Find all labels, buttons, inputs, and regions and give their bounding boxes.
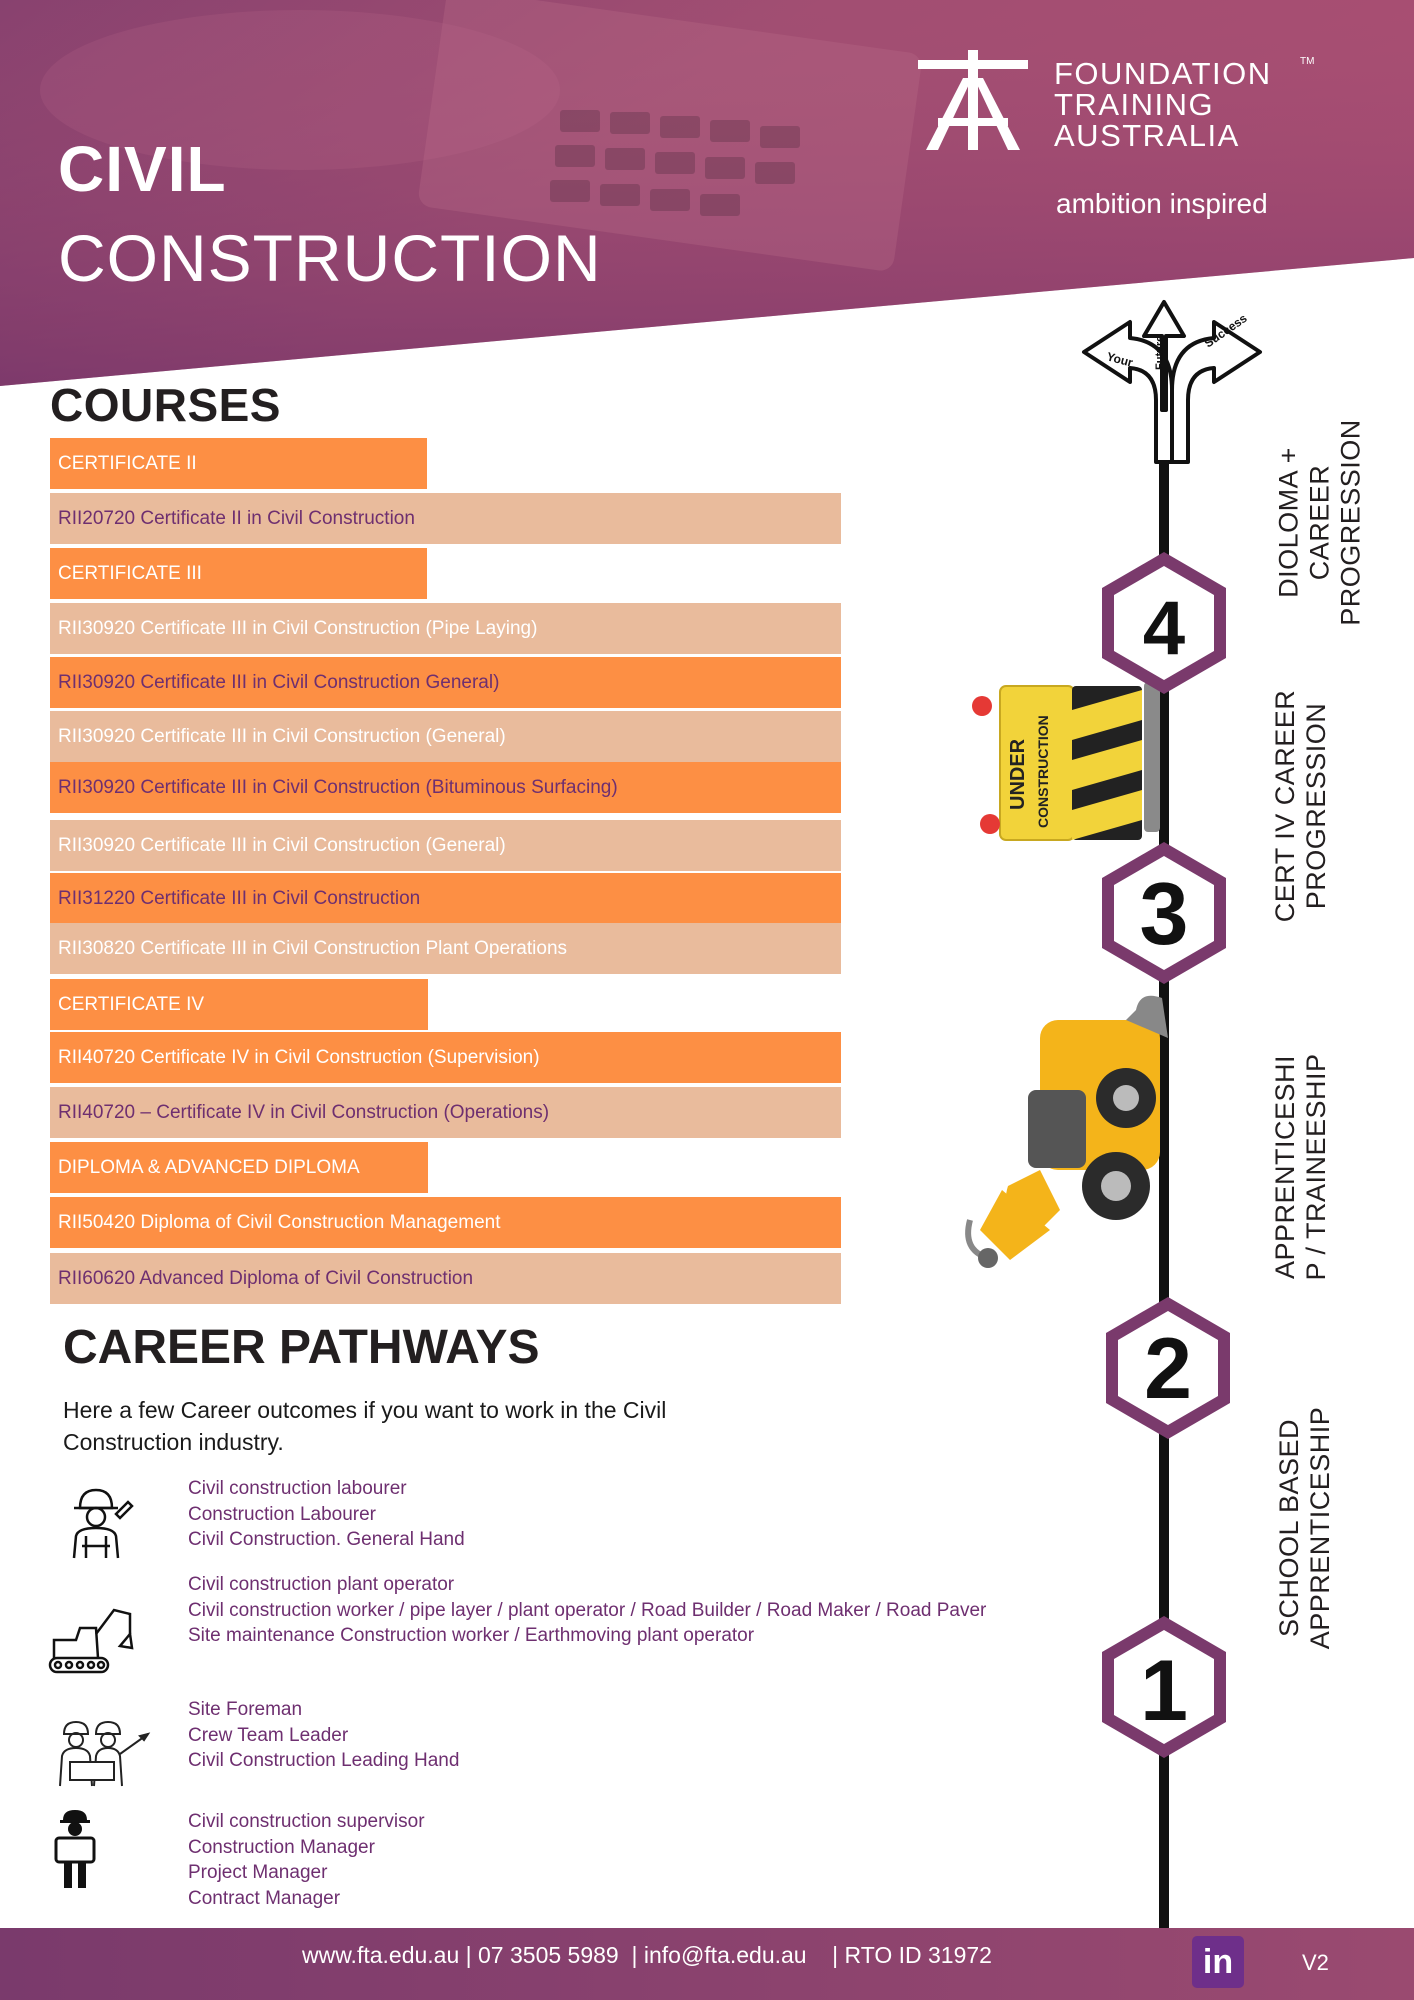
- step-label-3: CERT IV CAREER PROGRESSION: [1270, 689, 1331, 923]
- excavator-illustration-icon: [968, 996, 1168, 1268]
- career-item: Civil Construction. General Hand: [188, 1529, 465, 1550]
- career-group-plant-operator: [188, 1572, 986, 1649]
- trademark: TM: [1300, 56, 1315, 67]
- course-row: RII30920 Certificate III in Civil Construction (Pipe Laying): [50, 603, 841, 654]
- course-row: RII40720 – Certificate IV in Civil Construction (Operations): [50, 1087, 841, 1138]
- career-item: Contract Manager: [188, 1887, 341, 1909]
- course-row: RII31220 Certificate III in Civil Construction: [50, 873, 841, 924]
- step-hexagon-2: [1106, 1297, 1230, 1439]
- fta-logo: [908, 48, 1328, 168]
- step-label-2: APPRENTICESHI P / TRAINEESHIP: [1270, 1053, 1331, 1281]
- career-item: Civil construction plant operator: [188, 1574, 455, 1595]
- step-number-2: 2: [1144, 1321, 1192, 1417]
- course-category-cert-ii: CERTIFICATE II: [50, 438, 427, 489]
- footer-contact: www.fta.edu.au | 07 3505 5989 | info@fta.edu.au | RTO ID 31972: [302, 1942, 992, 1968]
- step-number-1: 1: [1140, 1643, 1188, 1739]
- foreman-team-icon: [52, 1718, 152, 1788]
- career-group-foreman: [188, 1697, 459, 1774]
- version-label: V2: [1302, 1950, 1329, 1975]
- fta-logo-wordmark: FOUNDATION TRAINING AUSTRALIA: [1054, 56, 1272, 153]
- title-construction: CONSTRUCTION: [58, 221, 602, 295]
- career-item: Civil construction worker / pipe layer / plant operator / Road Builder / Road Maker / Road Paver: [188, 1599, 987, 1621]
- course-row: RII60620 Advanced Diploma of Civil Construction: [50, 1253, 841, 1304]
- step-hexagon-1: [1102, 1616, 1226, 1758]
- course-row: RII30920 Certificate III in Civil Construction (Bituminous Surfacing): [50, 762, 841, 813]
- step-hexagon-3: [1102, 842, 1226, 984]
- career-item: Site maintenance Construction worker / Earthmoving plant operator: [188, 1625, 755, 1646]
- construction-worker-icon: [58, 1484, 138, 1560]
- sign-text-construction: CONSTRUCTION: [1035, 715, 1051, 828]
- course-category-cert-iii: CERTIFICATE III: [50, 548, 427, 599]
- signpost-label-left: Your: [1105, 349, 1135, 370]
- course-row: RII30920 Certificate III in Civil Construction (General): [50, 820, 841, 871]
- courses-heading: COURSES: [50, 379, 281, 431]
- career-item: Site Foreman: [188, 1699, 303, 1720]
- signpost-label-right: Success: [1201, 311, 1250, 351]
- career-item: Project Manager: [188, 1862, 328, 1883]
- course-category-cert-iv: CERTIFICATE IV: [50, 979, 428, 1030]
- title-civil: CIVIL: [58, 133, 227, 205]
- course-row: RII30920 Certificate III in Civil Construction (General): [50, 711, 841, 762]
- excavator-icon: [44, 1604, 136, 1676]
- step-number-4: 4: [1142, 586, 1186, 671]
- sign-text-under: UNDER: [1007, 738, 1029, 810]
- career-group-supervisor: [188, 1809, 425, 1911]
- step-number-3: 3: [1139, 864, 1189, 963]
- career-item: Crew Team Leader: [188, 1724, 349, 1746]
- step-label-1: SCHOOL BASED APPRENTICESHIP: [1274, 1406, 1335, 1650]
- supervisor-icon: [50, 1808, 100, 1890]
- course-row: RII30820 Certificate III in Civil Construction Plant Operations: [50, 923, 841, 974]
- career-timeline: [940, 290, 1280, 1940]
- fta-logo-mark-icon: [908, 48, 1038, 158]
- career-item: Civil construction supervisor: [188, 1811, 425, 1832]
- course-row: RII50420 Diploma of Civil Construction Management: [50, 1197, 841, 1248]
- career-group-labourer: [188, 1476, 465, 1553]
- tagline: ambition inspired: [1056, 188, 1268, 219]
- career-item: Civil construction labourer: [188, 1478, 407, 1499]
- course-row: RII40720 Certificate IV in Civil Construction (Supervision): [50, 1032, 841, 1083]
- step-hexagon-4: [1102, 552, 1226, 694]
- career-intro: Here a few Career outcomes if you want to work in the Civil Construction industry.: [63, 1397, 667, 1455]
- course-category-diploma: DIPLOMA & ADVANCED DIPLOMA: [50, 1142, 428, 1193]
- signpost-label-up: Future: [1154, 335, 1166, 370]
- career-item: Construction Labourer: [188, 1503, 376, 1525]
- course-row: RII20720 Certificate II in Civil Construction: [50, 493, 841, 544]
- under-construction-sign-icon: [972, 682, 1160, 840]
- linkedin-icon[interactable]: in: [1192, 1936, 1244, 1988]
- course-row: RII30920 Certificate III in Civil Construction General): [50, 657, 841, 708]
- career-item: Construction Manager: [188, 1836, 375, 1858]
- career-item: Civil Construction Leading Hand: [188, 1750, 460, 1771]
- career-pathways-heading: CAREER PATHWAYS: [63, 1321, 540, 1374]
- step-label-4: DIOLOMA + CAREER PROGRESSION: [1273, 419, 1366, 626]
